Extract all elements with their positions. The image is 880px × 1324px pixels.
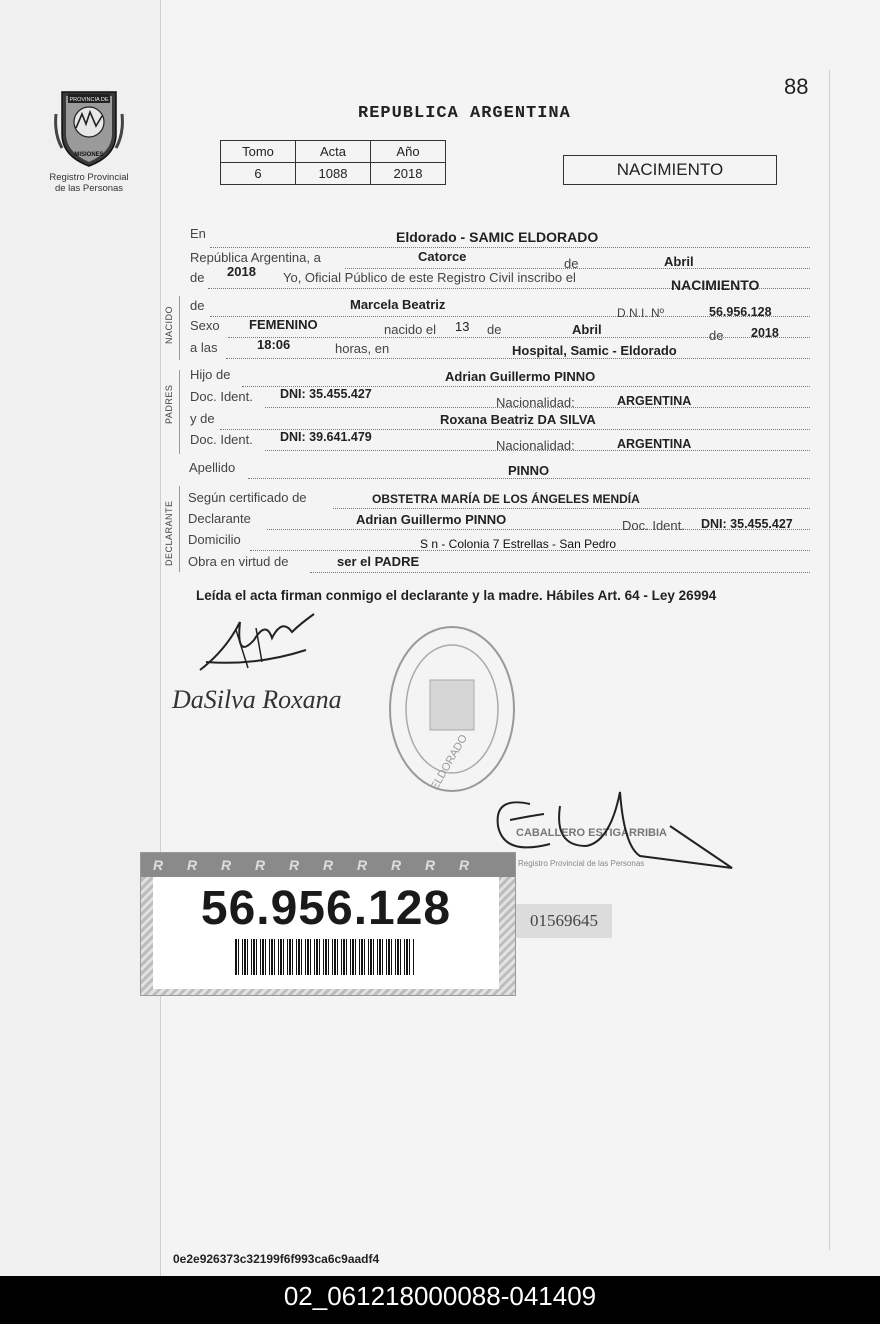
label-dni: D.N.I. Nº xyxy=(617,306,665,320)
child-name: Marcela Beatriz xyxy=(350,297,446,312)
label-de: de xyxy=(190,298,205,313)
label-official: Yo, Oficial Público de este Registro Civil inscribo el xyxy=(283,270,576,285)
sticker-band-letter: R xyxy=(322,857,334,873)
section-rule xyxy=(179,370,180,454)
act-place: Eldorado - SAMIC ELDORADO xyxy=(396,229,599,245)
registrar-signature xyxy=(490,786,740,876)
certificate-issuer: OBSTETRA MARÍA DE LOS ÁNGELES MENDÍA xyxy=(372,492,640,506)
act-month: Abril xyxy=(664,254,694,269)
header-acta: Acta xyxy=(296,141,371,163)
act-year: 2018 xyxy=(227,264,256,279)
sticker-band xyxy=(141,853,515,877)
registry-caption-line1: Registro Provincial xyxy=(49,172,129,183)
dotted-line xyxy=(333,508,810,509)
sticker-band-letter: R xyxy=(458,857,470,873)
label-a-las: a las xyxy=(190,340,218,355)
label-y-de: y de xyxy=(190,411,215,426)
birth-day: 13 xyxy=(455,319,470,334)
label-en: En xyxy=(190,226,206,241)
registry-logo xyxy=(52,84,126,168)
mother-nationality: ARGENTINA xyxy=(617,437,692,451)
sticker-band-letter: R xyxy=(390,857,402,873)
label-hijo-de: Hijo de xyxy=(190,367,231,382)
label-de: de xyxy=(709,328,724,343)
sticker-band-letter: R xyxy=(254,857,266,873)
official-seal xyxy=(386,624,518,794)
label-doc-ident: Doc. Ident. xyxy=(622,518,685,533)
birth-year: 2018 xyxy=(751,326,779,340)
country-heading: REPUBLICA ARGENTINA xyxy=(358,104,571,123)
dotted-line xyxy=(310,572,810,573)
registrar-stamp-line2: Registro Provincial de las Personas xyxy=(518,859,645,868)
value-anio: 2018 xyxy=(371,163,446,185)
registrar-stamp-line1: CABALLERO ESTIGARRIBIA xyxy=(516,827,667,839)
section-label-declarante: DECLARANTE xyxy=(164,500,174,566)
logo-text-top: PROVINCIA DE xyxy=(69,97,109,103)
dotted-line xyxy=(226,358,810,359)
mother-doc: DNI: 39.641.479 xyxy=(280,430,372,444)
mother-signature xyxy=(170,680,360,720)
tomo-acta-table xyxy=(220,140,446,185)
header-anio: Año xyxy=(371,141,446,163)
label-de: de xyxy=(190,270,205,285)
label-doc-ident: Doc. Ident. xyxy=(190,432,253,447)
father-nationality: ARGENTINA xyxy=(617,394,692,408)
document-type-box: NACIMIENTO xyxy=(563,155,777,185)
child-dni: 56.956.128 xyxy=(709,305,772,319)
document-hash: 0e2e926373c32199f6f993ca6c9aadf4 xyxy=(173,1252,380,1266)
declarant-signature xyxy=(196,610,326,680)
label-horas: horas, en xyxy=(335,341,390,356)
label-declarante: Declarante xyxy=(188,511,251,526)
father-name: Adrian Guillermo PINNO xyxy=(445,369,596,384)
label-apellido: Apellido xyxy=(189,460,236,475)
label-obra-en-virtud: Obra en virtud de xyxy=(188,554,289,569)
dni-sticker xyxy=(140,852,516,996)
birth-month: Abril xyxy=(572,322,602,337)
sticker-band-letter: R xyxy=(152,857,164,873)
declarant-name: Adrian Guillermo PINNO xyxy=(356,512,507,527)
closing-text: Leída el acta firman conmigo el declarante y la madre. Hábiles Art. 64 - Ley 26994 xyxy=(196,588,717,603)
section-rule xyxy=(179,296,180,360)
label-segun-certificado: Según certificado de xyxy=(188,490,307,505)
label-de: de xyxy=(487,322,502,337)
label-de: de xyxy=(564,256,579,271)
declarant-doc: DNI: 35.455.427 xyxy=(701,517,793,531)
registry-caption xyxy=(40,172,138,194)
footer-code: 02_061218000088-041409 xyxy=(0,1276,880,1324)
birth-place: Hospital, Samic - Eldorado xyxy=(512,343,677,358)
section-rule xyxy=(179,486,180,572)
label-nacionalidad: Nacionalidad: xyxy=(496,438,575,453)
serial-stamp: 01569645 xyxy=(516,904,612,938)
sticker-band-letter: R xyxy=(424,857,436,873)
sticker-label xyxy=(153,877,499,989)
mother-signature-text: DaSilva Roxana xyxy=(172,685,342,714)
right-margin-line xyxy=(829,70,830,1250)
birth-time: 18:06 xyxy=(257,337,291,352)
sticker-number: 56.956.128 xyxy=(200,882,452,935)
label-domicilio: Domicilio xyxy=(188,532,241,547)
label-republica: República Argentina, a xyxy=(190,250,321,265)
sticker-band-letter: R xyxy=(356,857,368,873)
seal-text: ELDORADO xyxy=(428,732,471,793)
declarant-address: S n - Colonia 7 Estrellas - San Pedro xyxy=(420,537,617,551)
section-label-padres: PADRES xyxy=(164,384,174,424)
child-sex: FEMENINO xyxy=(249,317,318,332)
declarant-reason: ser el PADRE xyxy=(337,554,420,569)
act-day: Catorce xyxy=(418,249,467,264)
header-tomo: Tomo xyxy=(221,141,296,163)
sticker-band-letter: R xyxy=(186,857,198,873)
label-doc-ident: Doc. Ident. xyxy=(190,389,253,404)
value-acta: 1088 xyxy=(296,163,371,185)
dotted-line xyxy=(248,478,810,479)
section-label-nacido: NACIDO xyxy=(164,305,174,344)
logo-text-bottom: MISIONES xyxy=(74,152,104,158)
mother-name: Roxana Beatriz DA SILVA xyxy=(440,412,596,427)
label-nacido-el: nacido el xyxy=(384,322,437,337)
dotted-line xyxy=(210,247,810,248)
value-tomo: 6 xyxy=(221,163,296,185)
surname: PINNO xyxy=(508,463,550,478)
label-nacionalidad: Nacionalidad: xyxy=(496,395,575,410)
registry-caption-line2: de las Personas xyxy=(54,183,124,194)
father-doc: DNI: 35.455.427 xyxy=(280,387,372,401)
sticker-band-letter: R xyxy=(288,857,300,873)
act-event: NACIMIENTO xyxy=(671,277,760,293)
label-sexo: Sexo xyxy=(190,318,220,333)
sticker-barcode xyxy=(235,939,415,975)
page-number: 88 xyxy=(784,74,809,99)
sticker-band-letter: R xyxy=(220,857,232,873)
